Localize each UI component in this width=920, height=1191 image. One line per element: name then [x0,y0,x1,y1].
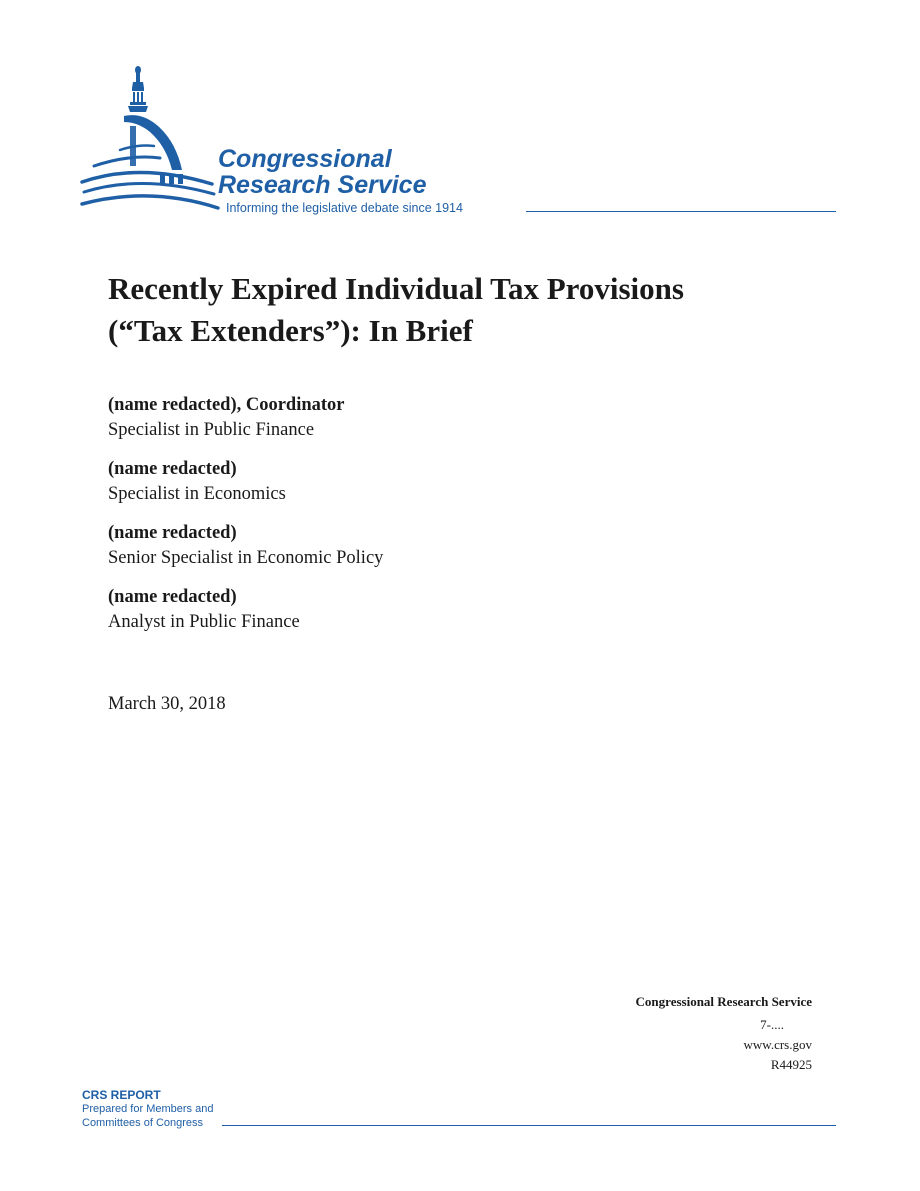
report-title [108,268,828,352]
logo-tagline: Informing the legislative debate since 1914 [226,201,463,215]
author-entry [108,392,708,442]
author-name: (name redacted) [108,459,237,479]
author-title: Analyst in Public Finance [108,612,300,632]
crs-phone: 7-.... [760,1017,784,1032]
report-number: R44925 [770,1057,812,1072]
author-title: Specialist in Economics [108,484,286,504]
author-title: Senior Specialist in Economic Policy [108,548,384,568]
author-list [108,392,708,648]
crs-website-link[interactable]: www.crs.gov [743,1037,812,1052]
author-entry [108,520,708,570]
author-entry [108,584,708,634]
crs-report-tag [82,1088,213,1130]
author-entry [108,456,708,506]
author-name: (name redacted), Coordinator [108,395,345,415]
report-title-line1: Recently Expired Individual Tax Provisions [108,271,684,306]
logo-divider [526,211,836,212]
report-title-line2: (“Tax Extenders”): In Brief [108,313,473,348]
author-name: (name redacted) [108,523,237,543]
capitol-dome-icon [80,66,220,218]
crs-name: Congressional Research Service [635,994,812,1009]
crs-contact-block [636,992,812,1075]
report-date: March 30, 2018 [108,694,226,714]
report-tag-title: CRS REPORT [82,1088,161,1102]
footer-divider [222,1125,836,1126]
logo-wordmark-line1: Congressional [218,145,392,173]
logo-wordmark-line2: Research Service [218,171,427,199]
report-tag-line2: Committees of Congress [82,1117,204,1129]
author-name: (name redacted) [108,587,237,607]
report-tag-line1: Prepared for Members and [82,1103,214,1115]
crs-logo [80,66,840,226]
author-title: Specialist in Public Finance [108,420,315,440]
